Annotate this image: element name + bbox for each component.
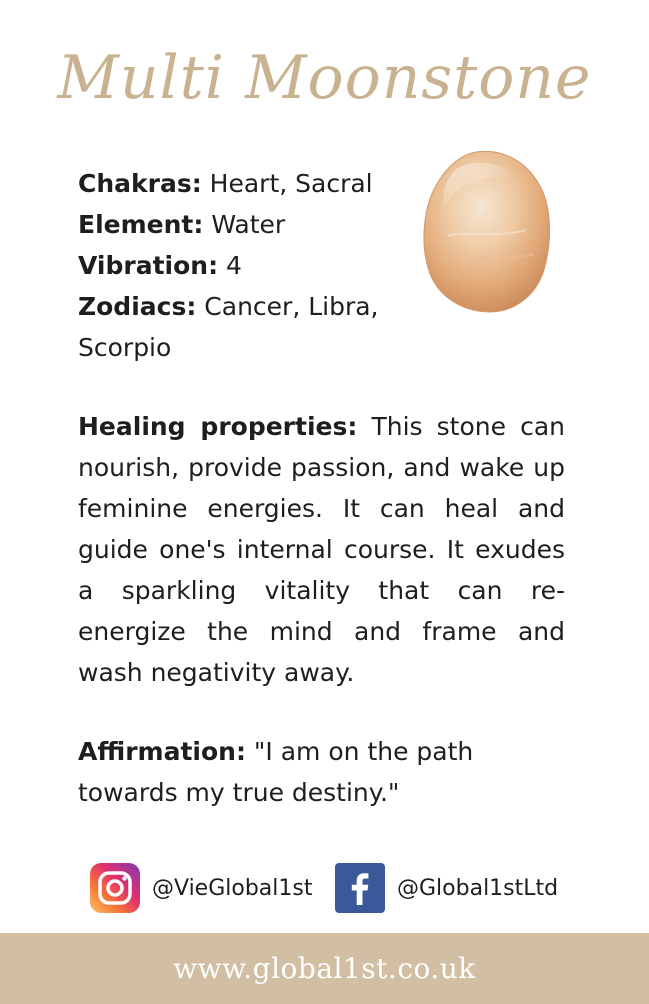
attribute-element <box>78 204 388 245</box>
attribute-label: Element: <box>78 210 204 239</box>
affirmation-label: Affirmation: <box>78 737 246 766</box>
website-link[interactable]: www.global1st.co.uk <box>173 952 476 985</box>
affirmation-text: "I am on the path towards my true destiny." <box>78 737 474 807</box>
moonstone-image <box>418 146 554 316</box>
page-title: Multi Moonstone <box>57 43 592 113</box>
healing-properties <box>78 406 565 693</box>
facebook-handle: @Global1stLtd <box>397 875 559 901</box>
affirmation <box>78 731 565 813</box>
attribute-vibration <box>78 245 388 286</box>
healing-text: This stone can nourish, provide passion, and wake up feminine energies. It can heal and guide one's internal course. It exudes a sparkling vitality that can re-energize the mind and frame and wash negativity away. <box>78 412 565 687</box>
attribute-chakras <box>78 163 388 204</box>
attribute-label: Vibration: <box>78 251 219 280</box>
attribute-value: Heart, Sacral <box>209 169 373 198</box>
facebook-link[interactable] <box>335 862 558 914</box>
attribute-zodiacs <box>78 286 388 327</box>
attribute-value: 4 <box>226 251 242 280</box>
facebook-icon <box>335 863 385 913</box>
instagram-link[interactable] <box>90 862 312 914</box>
instagram-icon <box>90 863 140 913</box>
attribute-value: Water <box>211 210 286 239</box>
attribute-zodiacs-continued: Scorpio <box>78 333 172 362</box>
attributes-list <box>78 163 388 368</box>
attribute-label: Zodiacs: <box>78 292 197 321</box>
attribute-value: Cancer, Libra, <box>204 292 379 321</box>
attribute-label: Chakras: <box>78 169 202 198</box>
instagram-handle: @VieGlobal1st <box>152 875 313 901</box>
healing-label: Healing properties: <box>78 412 358 441</box>
footer-bar <box>0 933 649 1004</box>
